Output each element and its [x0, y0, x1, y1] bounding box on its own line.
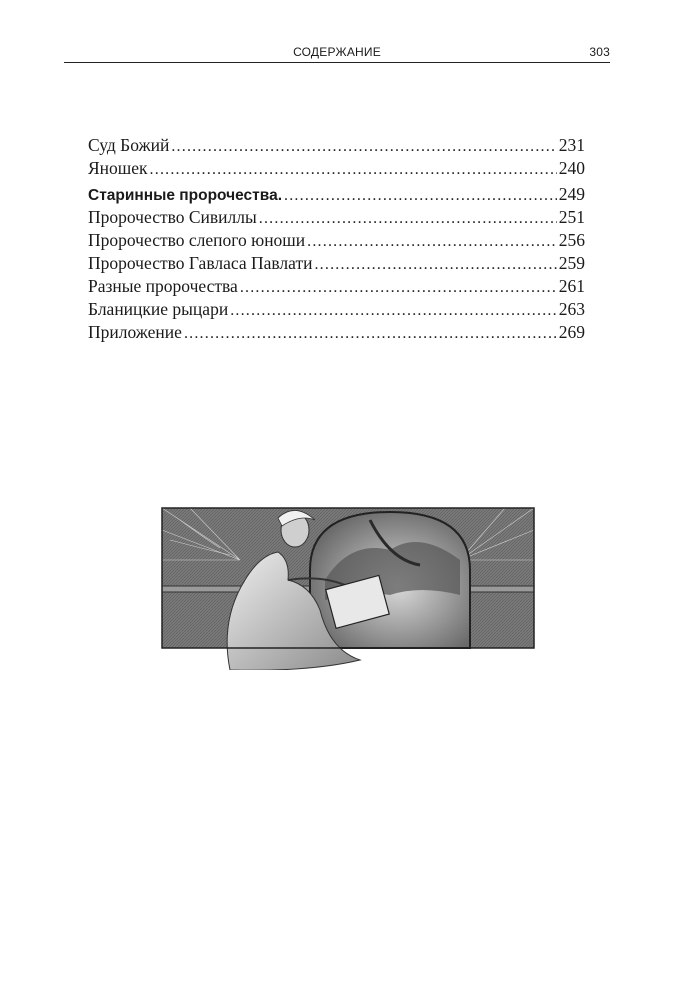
toc-entry-havlas-pavlati-prophecy[interactable]	[88, 253, 585, 276]
toc-entry-sud-bozhiy[interactable]	[88, 135, 585, 158]
dot-leader	[284, 187, 557, 205]
toc-entry-page: 263	[558, 299, 585, 319]
dot-leader	[171, 138, 556, 156]
running-head	[64, 45, 610, 63]
toc-entry-various-prophecies[interactable]	[88, 276, 585, 299]
toc-section-old-prophecies[interactable]	[88, 184, 585, 207]
toc-entry-sibyl-prophecy[interactable]	[88, 207, 585, 230]
toc-entry-yanoshek[interactable]	[88, 158, 585, 181]
toc-entry-page: 249	[558, 184, 585, 204]
toc-section-label: Старинные пророчества.	[88, 187, 283, 204]
toc-entry-label: Бланицкие рыцари	[88, 299, 229, 319]
dot-leader	[230, 302, 557, 320]
page-number: 303	[589, 45, 610, 59]
toc-entry-page: 231	[558, 135, 585, 155]
header-rule	[64, 62, 610, 63]
dot-leader	[307, 233, 557, 251]
toc-entry-label: Разные пророчества	[88, 276, 238, 296]
toc-entry-label: Пророчество Гавласа Павлати	[88, 253, 313, 273]
running-head-title: СОДЕРЖАНИЕ	[293, 45, 381, 59]
dot-leader	[259, 210, 557, 228]
dot-leader	[314, 256, 556, 274]
dot-leader	[240, 279, 557, 297]
toc-entry-label: Суд Божий	[88, 135, 170, 155]
toc-entry-blind-youth-prophecy[interactable]	[88, 230, 585, 253]
toc-entry-page: 259	[558, 253, 585, 273]
toc-entry-page: 251	[558, 207, 585, 227]
toc-entry-page: 256	[558, 230, 585, 250]
toc-entry-page: 261	[558, 276, 585, 296]
toc-entry-label: Пророчество слепого юноши	[88, 230, 306, 250]
toc-entry-page: 269	[558, 322, 585, 342]
dot-leader	[150, 161, 557, 179]
toc-entry-page: 240	[558, 158, 585, 178]
toc-entry-label: Приложение	[88, 322, 182, 342]
toc-entry-appendix[interactable]	[88, 322, 585, 345]
toc-entry-blanik-knights[interactable]	[88, 299, 585, 322]
toc-entry-label: Пророчество Сивиллы	[88, 207, 257, 227]
dot-leader	[184, 325, 557, 343]
toc-entry-label: Яношек	[88, 158, 148, 178]
sibyl-engraving-illustration	[160, 500, 536, 670]
table-of-contents	[88, 135, 585, 345]
